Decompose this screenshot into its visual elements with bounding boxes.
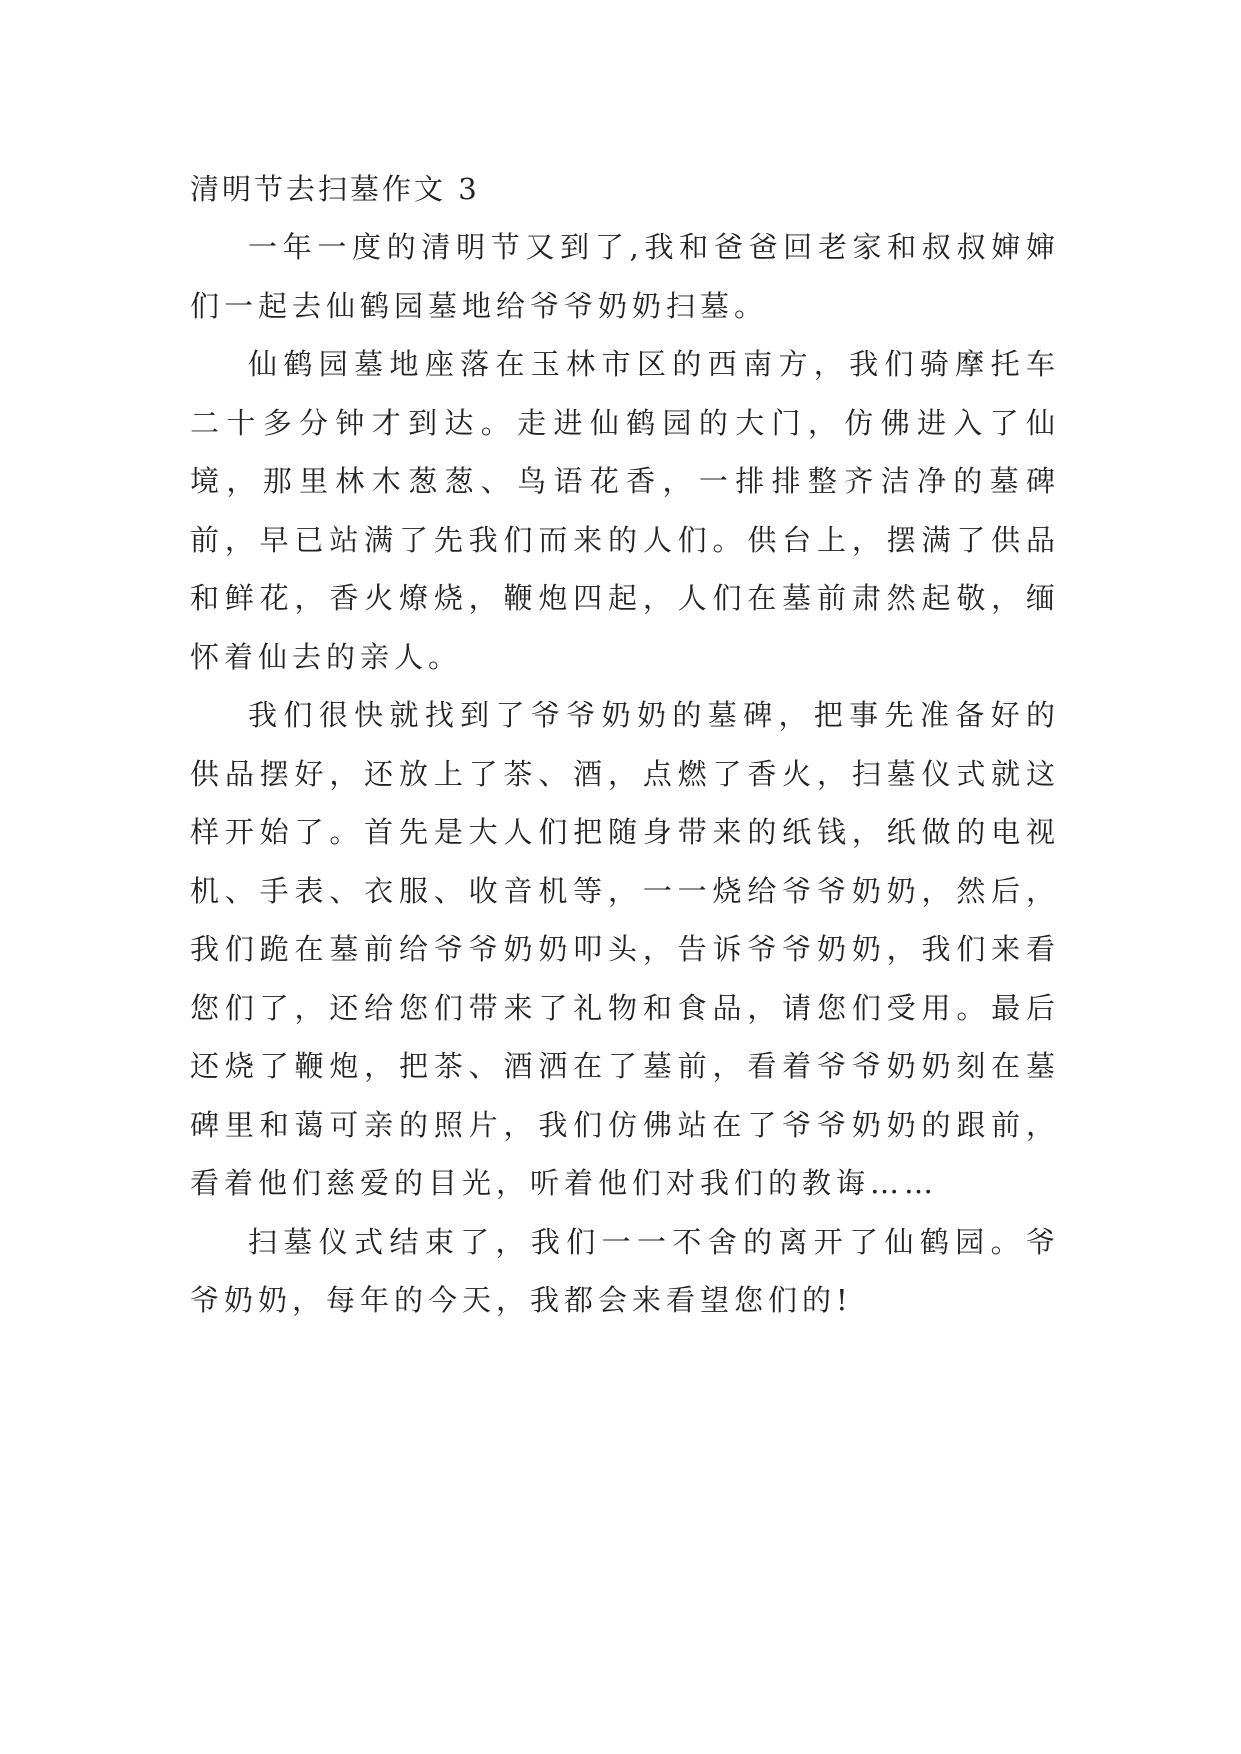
document-title: 清明节去扫墓作文 3 <box>190 172 480 206</box>
paragraph-3: 我们很快就找到了爷爷奶奶的墓碑，把事先准备好的供品摆好，还放上了茶、酒，点燃了香火，扫墓仪式就这样开始了。首先是大人们把随身带来的纸钱，纸做的电视机、手表、衣服、收音机等，一一烧给爷爷奶奶，然后，我们跪在墓前给爷爷奶奶叩头，告诉爷爷奶奶，我们来看您们了，还给您们带来了礼物和食品，请您们受用。最后还烧了鞭炮，把茶、酒洒在了墓前，看着爷爷奶奶刻在墓碑里和蔼可亲的照片，我们仿佛站在了爷爷奶奶的跟前，看着他们慈爱的目光，听着他们对我们的教诲…… <box>190 698 1060 1200</box>
paragraph-1: 一年一度的清明节又到了,我和爸爸回老家和叔叔婶婶们一起去仙鹤园墓地给爷爷奶奶扫墓。 <box>190 230 1060 323</box>
paragraph-4: 扫墓仪式结束了，我们一一不舍的离开了仙鹤园。爷爷奶奶，每年的今天，我都会来看望您们的! <box>190 1224 1060 1317</box>
document-body <box>190 160 1060 1330</box>
paragraph-2: 仙鹤园墓地座落在玉林市区的西南方，我们骑摩托车二十多分钟才到达。走进仙鹤园的大门，仿佛进入了仙境，那里林木葱葱、鸟语花香，一排排整齐洁净的墓碑前，早已站满了先我们而来的人们。供台上，摆满了供品和鲜花，香火燎烧，鞭炮四起，人们在墓前肃然起敬，缅怀着仙去的亲人。 <box>190 347 1060 674</box>
